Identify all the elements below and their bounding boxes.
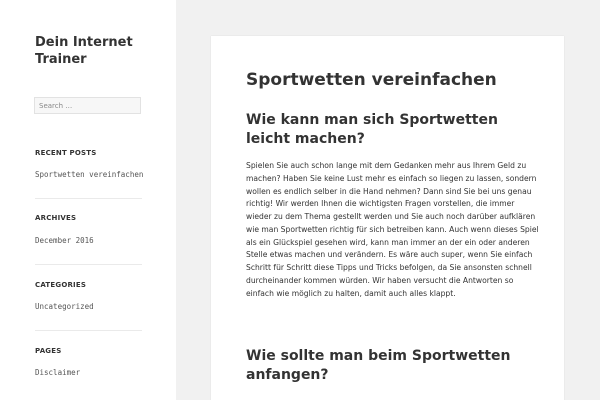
page-link[interactable]: Disclaimer [35,368,81,377]
archive-link[interactable]: December 2016 [35,236,94,245]
post-heading: Wie kann man sich Sportwetten leicht machen? [246,112,498,147]
categories-title: CATEGORIES [35,281,87,289]
divider [35,264,142,265]
site-title[interactable]: Dein Internet Trainer [35,35,133,67]
divider [35,330,142,331]
search-input[interactable]: Search … [34,97,141,114]
post-article [211,36,564,400]
archives-title: ARCHIVES [35,214,77,222]
pages-title: PAGES [35,347,62,355]
post-heading: Wie sollte man beim Sportwetten anfangen? [246,348,511,383]
post-title[interactable]: Sportwetten vereinfachen [246,70,497,90]
recent-posts-title: RECENT POSTS [35,149,97,157]
divider [35,198,142,199]
category-link[interactable]: Uncategorized [35,302,94,311]
sidebar [0,0,176,400]
recent-post-link[interactable]: Sportwetten vereinfachen [35,170,144,179]
post-paragraph: Spielen Sie auch schon lange mit dem Gedanken mehr aus Ihrem Geld zu machen? Haben Sie keine Lust mehr es einfach so liegen zu lassen, sondern wollen es endlich selber in die Hand nehmen? Dann sind Sie bei uns genau richtig! Wir werden Ihnen die wichtigsten Fragen vorstellen, die immer wieder zu dem Thema gestellt werden und Sie auch noch darüber aufklären wie man Sportwetten richtig für sich betreiben kann. Auch wenn dieses Spiel als ein Glückspiel gesehen wird, kann man immer an der ein oder anderen Stelle etwas machen und verändern. Es wäre auch super, wenn Sie einfach Schritt für Schritt diese Tipps und Tricks befolgen, da Sie ansonsten schnell durcheinander kommen würden. Wir haben versucht die Antworten so einfach wie möglich zu halten, damit auch alles klappt. [246,161,539,298]
